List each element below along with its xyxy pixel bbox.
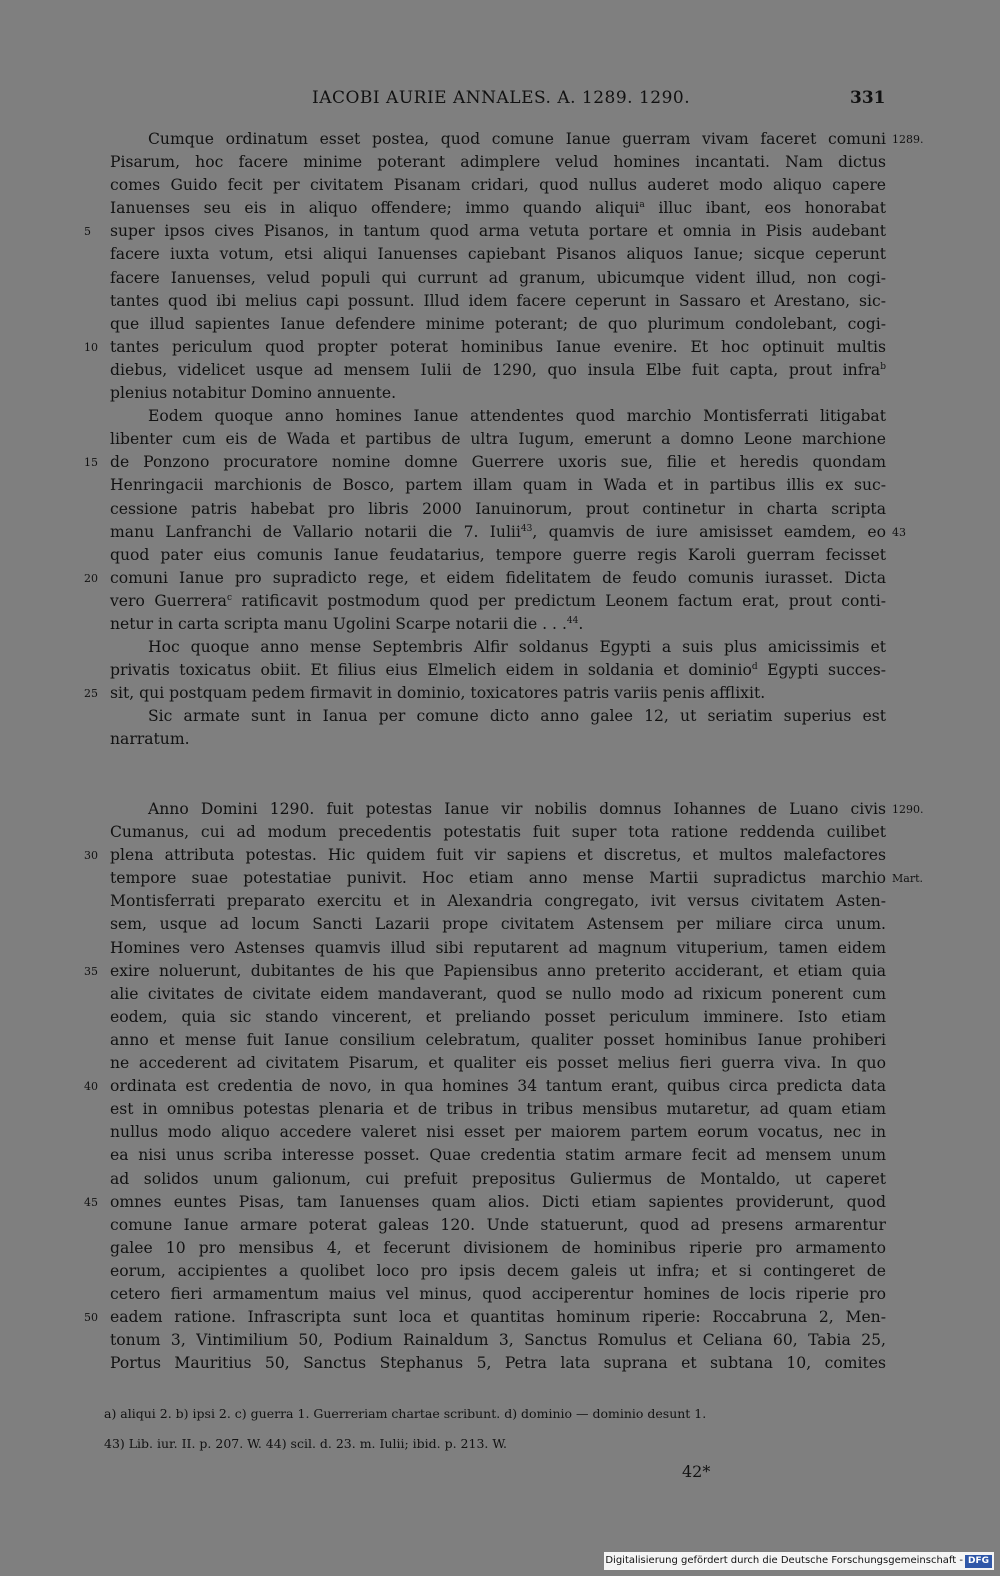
line-text: super ipsos cives Pisanos, in tantum quod arma vetuta portare et omnia in Pisis audebant	[110, 222, 886, 241]
line-text: que illud sapientes Ianue defendere minime poterant; de quo plurimum condolebant, cogi-	[110, 314, 886, 333]
line-number: 10	[84, 340, 98, 354]
text-line	[110, 1214, 886, 1237]
line-text: eadem ratione. Infrascripta sunt loca et quantitas hominum riperie: Roccabruna 2, Men-	[110, 1308, 886, 1327]
text-line	[84, 220, 886, 243]
line-text: libenter cum eis de Wada et partibus de ultra Iugum, emerunt a domno Leone marchione	[110, 430, 886, 449]
text-line	[110, 197, 886, 220]
text-line	[84, 1075, 886, 1098]
line-text: exire noluerunt, dubitantes de his que Papiensibus anno preterito acciderant, et etiam quia	[110, 961, 886, 980]
line-text-continued: , quamvis de iure amisisset eamdem, eo	[532, 522, 886, 541]
line-text-continued: illuc ibant, eos honorabat	[644, 199, 886, 218]
text-line	[84, 1191, 886, 1214]
text-line	[110, 1260, 886, 1283]
text-line	[110, 1098, 886, 1121]
line-text: anno et mense fuit Ianue consilium celebratum, qualiter posset hominibus Ianue prohiberi	[110, 1030, 886, 1049]
line-text: galee 10 pro mensibus 4, et fecerunt divisionem de hominibus riperie pro armamento	[110, 1238, 886, 1257]
line-text: Anno Domini 1290. fuit potestas Ianue vir nobilis domnus Iohannes de Luano civis	[148, 800, 886, 818]
footnote-marker: c	[226, 592, 232, 603]
text-line	[110, 313, 886, 336]
line-number: 45	[84, 1195, 98, 1209]
page-number: 331	[850, 88, 886, 108]
text-line	[110, 1168, 886, 1191]
line-text: alie civitates de civitate eidem mandaverant, quod se nullo modo ad rixicum ponerent cum	[110, 984, 886, 1003]
line-number: 35	[84, 964, 98, 978]
line-text: plenius notabitur Domino annuente.	[110, 384, 397, 403]
line-text: sem, usque ad locum Sancti Lazarii prope civitatem Astensem per miliare circa unum.	[110, 915, 886, 934]
line-text: quod pater eius comunis Ianue feudatarius, tempore guerre regis Karoli guerram fecisset	[110, 545, 886, 564]
text-line	[110, 174, 886, 197]
line-text: facere Ianuenses, velud populi qui currunt ad granum, ubicumque vident illud, non cogi-	[110, 268, 886, 287]
footnote-marker: b	[880, 361, 886, 372]
text-line	[110, 728, 886, 751]
margin-note: 1290.	[892, 803, 924, 816]
line-text: sit, qui postquam pedem firmavit in dominio, toxicatores patris variis penis afflixit.	[110, 684, 766, 703]
line-text: netur in carta scripta manu Ugolini Scarpe notarii die . . .	[110, 614, 567, 633]
line-text: cessione patris habebat pro libris 2000 Ianuinorum, prout continetur in charta scripta	[110, 499, 886, 518]
text-line	[84, 451, 886, 474]
line-text: comes Guido fecit per civitatem Pisanam cridari, quod nullus auderet modo aliquo capere	[110, 176, 886, 195]
line-text: ordinata est credentia de novo, in qua homines 34 tantum erant, quibus circa predicta data	[110, 1077, 886, 1096]
text-line	[110, 636, 886, 659]
line-text: Portus Mauritius 50, Sanctus Stephanus 5, Petra lata suprana et subtana 10, comites	[110, 1354, 886, 1373]
text-line	[110, 151, 886, 174]
margin-note: 43	[892, 525, 906, 539]
line-text: diebus, videlicet usque ad mensem Iulii de 1290, quo insula Elbe fuit capta, prout infra	[110, 360, 881, 379]
credit-text: Digitalisierung gefördert durch die Deutsche Forschungsgemeinschaft -	[605, 1555, 963, 1566]
line-text: Henringacii marchionis de Bosco, partem illam quam in Wada et in partibus illis ex suc-	[110, 476, 886, 495]
line-text-continued: Egypti succes-	[757, 661, 886, 680]
text-line	[110, 498, 886, 521]
footnote-marker: a	[639, 200, 645, 211]
text-line	[110, 1006, 886, 1029]
text-line	[84, 1306, 886, 1329]
line-text: tantes periculum quod propter poterat hominibus Ianue evenire. Et hoc optinuit multis	[110, 337, 886, 356]
line-text: Pisarum, hoc facere minime poterant adimplere velud homines incantati. Nam dictus	[110, 153, 886, 172]
text-line	[84, 844, 886, 867]
line-text: tonum 3, Vintimilium 50, Podium Rainaldum 3, Sanctus Romulus et Celiana 60, Tabia 25,	[110, 1331, 886, 1350]
line-text: cetero fieri armamentum maius vel minus, quod acciperentur homines de locis riperie pro	[110, 1284, 886, 1303]
text-line	[110, 659, 886, 682]
text-line	[110, 913, 886, 936]
text-line	[110, 290, 886, 313]
line-number: 50	[84, 1311, 98, 1325]
line-number: 25	[84, 687, 98, 701]
text-line	[110, 613, 886, 636]
running-title: IACOBI AURIE ANNALES. A. 1289. 1290.	[312, 88, 691, 108]
text-line	[110, 705, 886, 728]
line-number: 40	[84, 1080, 98, 1094]
footnote-marker: 43	[520, 523, 533, 534]
line-text: ea nisi unus scriba interesse posset. Quae credentia statim armare fecit ad mensem unum	[110, 1146, 886, 1165]
line-text: Cumque ordinatum esset postea, quod comune Ianue guerram vivam faceret comuni	[148, 130, 886, 148]
text-line	[110, 544, 886, 567]
line-text: de Ponzono procuratore nomine domne Guerrere uxoris sue, filie et heredis quondam	[110, 453, 886, 472]
text-line	[110, 1029, 886, 1052]
line-number: 20	[84, 571, 98, 585]
text-line	[110, 821, 886, 844]
text-line	[84, 567, 886, 590]
line-text: plena attributa potestas. Hic quidem fuit vir sapiens et discretus, et multos malefactores	[110, 846, 886, 865]
line-text: ad solidos unum galionum, cui prefuit prepositus Guliermus de Montaldo, ut caperet	[110, 1169, 886, 1188]
footnote-marker: 44	[566, 615, 579, 626]
margin-note: Mart.	[892, 872, 923, 886]
line-text-continued: .	[578, 614, 584, 633]
line-text: eodem, quia sic stando vincerent, et preliando posset periculum imminere. Isto etiam	[110, 1007, 886, 1026]
text-line	[110, 590, 886, 613]
line-text: privatis toxicatus obiit. Et filius eius Elmelich eidem in soldania et dominio	[110, 661, 752, 680]
line-text: tempore suae potestatiae punivit. Hoc etiam anno mense Martii supradictus marchio	[110, 869, 886, 888]
line-text: nullus modo aliquo accedere valeret nisi esset per maiorem partem eorum vocatus, nec in	[110, 1123, 886, 1142]
text-block-1290	[84, 798, 924, 1375]
line-text: Hoc quoque anno mense Septembris Alfir soldanus Egypti a suis plus amicissimis et	[148, 638, 886, 657]
text-line	[84, 960, 886, 983]
line-text: narratum.	[110, 730, 190, 749]
line-text-continued: ratificavit postmodum quod per predictum Leonem factum erat, prout conti-	[231, 591, 886, 610]
line-text: comuni Ianue pro supradicto rege, et eidem fidelitatem de feudo comunis iurasset. Dicta	[110, 568, 886, 587]
line-number: 30	[84, 849, 98, 863]
line-text: vero Guerrera	[110, 591, 227, 610]
margin-note: 1289.	[892, 133, 924, 146]
text-line	[110, 983, 886, 1006]
line-number: 15	[84, 456, 98, 470]
text-line	[110, 1121, 886, 1144]
text-line	[110, 382, 886, 405]
text-line	[84, 336, 886, 359]
text-line	[110, 1329, 886, 1352]
text-line	[110, 867, 923, 890]
text-line	[84, 682, 886, 705]
line-text: Montisferrati preparato exercitu et in Alexandria congregato, ivit versus civitatem Asten-	[110, 892, 886, 911]
line-text: est in omnibus potestas plenaria et de tribus in tribus mensibus mutaretur, ad quam etiam	[110, 1100, 886, 1119]
text-line	[110, 474, 886, 497]
text-block-1289	[84, 128, 924, 752]
text-line	[110, 405, 886, 428]
line-text: Sic armate sunt in Ianua per comune dicto anno galee 12, ut seriatim superius est	[148, 707, 886, 726]
line-text: facere iuxta votum, etsi aliqui Ianuenses capiebant Pisanos aliquos Ianue; sicque ceperunt	[110, 245, 886, 264]
line-text: comune Ianue armare poterat galeas 120. Unde statuerunt, quod ad presens armarentur	[110, 1215, 886, 1234]
text-line	[110, 1052, 886, 1075]
text-line	[110, 359, 886, 382]
text-line	[110, 1283, 886, 1306]
text-line	[110, 428, 886, 451]
line-text: Eodem quoque anno homines Ianue attendentes quod marchio Montisferrati litigabat	[148, 407, 886, 426]
lettered-footnotes: a) aliqui 2. b) ipsi 2. c) guerra 1. Guerreriam chartae scribunt. d) dominio — dominio desunt 1.	[104, 1406, 707, 1421]
text-line	[110, 798, 924, 821]
line-text: ne accederent ad civitatem Pisarum, et qualiter eis posset melius fieri guerra viva. In quo	[110, 1054, 886, 1073]
line-text: Cumanus, cui ad modum precedentis potestatis fuit super tota ratione reddenda cuilibet	[110, 823, 886, 842]
text-line	[110, 243, 886, 266]
digitization-credit	[604, 1552, 994, 1570]
line-text: omnes euntes Pisas, tam Ianuenses quam alios. Dicti etiam sapientes providerunt, quod	[110, 1192, 886, 1211]
line-text: manu Lanfranchi de Vallario notarii die 7. Iulii	[110, 522, 521, 541]
signature-mark: 42*	[682, 1462, 711, 1481]
text-line	[110, 1237, 886, 1260]
footnote-marker: d	[751, 661, 758, 672]
text-line	[110, 267, 886, 290]
text-line	[110, 937, 886, 960]
line-number: 5	[84, 225, 91, 239]
dfg-logo-icon: DFG	[965, 1555, 992, 1568]
line-text: eorum, accipientes a quolibet loco pro ipsis decem galeis ut infra; et si contingeret de	[110, 1261, 886, 1280]
line-text: tantes quod ibi melius capi possunt. Illud idem facere ceperunt in Sassaro et Arestano, sic-	[110, 291, 886, 310]
line-text: Ianuenses seu eis in aliquo offendere; immo quando aliqui	[110, 199, 640, 218]
text-line	[110, 1352, 886, 1375]
text-line	[110, 890, 886, 913]
text-line	[110, 128, 924, 151]
page-header	[0, 88, 1000, 118]
line-text: Homines vero Astenses quamvis illud sibi reputarent ad magnum vituperium, tamen eidem	[110, 938, 886, 957]
text-line	[110, 521, 906, 544]
numbered-footnotes: 43) Lib. iur. II. p. 207. W. 44) scil. d. 23. m. Iulii; ibid. p. 213. W.	[104, 1436, 508, 1451]
text-line	[110, 1144, 886, 1167]
